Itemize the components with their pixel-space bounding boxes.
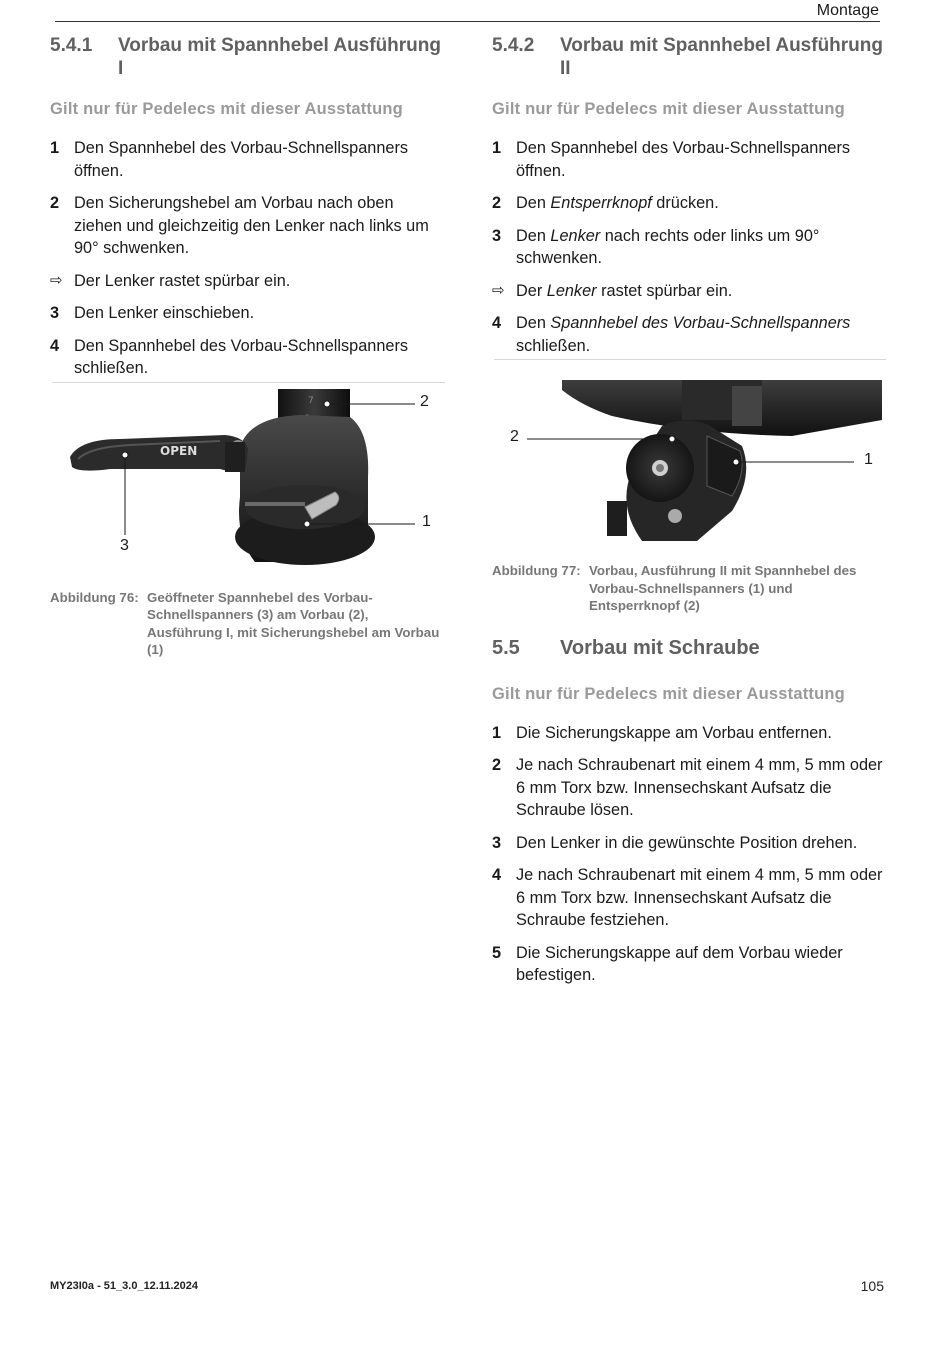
- step-item: [492, 722, 884, 745]
- svg-text:7: 7: [308, 395, 314, 406]
- callout-label: 3: [120, 536, 129, 554]
- step-item: [492, 832, 884, 855]
- step-number: 1: [492, 139, 502, 157]
- step-number: 3: [492, 226, 502, 245]
- applies-to-note: Gilt nur für Pedelecs mit dieser Ausstattung: [492, 100, 845, 118]
- step-text: Der Lenker rastet spürbar ein.: [74, 271, 291, 290]
- step-text: Je nach Schraubenart mit einem 4 mm, 5 mm oder 6 mm Torx bzw. Innensechskant Aufsatz die Schraube festziehen.: [516, 866, 883, 929]
- figure-77: [492, 376, 884, 544]
- right-column: [492, 34, 884, 997]
- section-title: Vorbau mit Schraube: [560, 636, 760, 659]
- step-number: 2: [50, 194, 60, 212]
- caption-text: Vorbau, Ausführung II mit Spannhebel des Vorbau-Schnellspanners (1) und Entsperrknopf (2): [589, 563, 857, 613]
- section-heading-5-5: [492, 637, 884, 660]
- step-list: [492, 722, 884, 987]
- section-number: 5.5: [492, 636, 520, 659]
- step-number: 4: [492, 866, 502, 884]
- section-number: 5.4.1: [50, 35, 93, 56]
- step-item: [492, 754, 884, 822]
- step-text: Je nach Schraubenart mit einem 4 mm, 5 mm oder 6 mm Torx bzw. Innensechskant Aufsatz die Schraube lösen.: [516, 756, 883, 819]
- caption-label: Abbildung 76:: [50, 589, 139, 605]
- emphasis-term: Spannhebel des Vorbau-Schnellspanners: [550, 314, 851, 332]
- section-title: Vorbau mit Spannhebel Ausführung II: [560, 35, 883, 79]
- step-number: 2: [492, 756, 502, 774]
- page-number: 105: [860, 1278, 884, 1294]
- section-heading-5-4-1: [50, 34, 445, 80]
- caption-label: Abbildung 77:: [492, 563, 581, 578]
- applies-to-note: Gilt nur für Pedelecs mit dieser Ausstattung: [50, 100, 403, 118]
- figure-caption: [50, 589, 445, 659]
- step-text: Der Lenker rastet spürbar ein.: [516, 281, 733, 300]
- callout-label: 2: [420, 392, 429, 410]
- callout-label: 1: [864, 451, 873, 468]
- step-item: [492, 137, 884, 182]
- step-text: Den Spannhebel des Vorbau-Schnellspanners öffnen.: [74, 139, 409, 180]
- emphasis-term: Lenker: [550, 226, 601, 245]
- running-header: Montage: [816, 2, 879, 19]
- result-item: [50, 270, 445, 293]
- step-item: [492, 864, 884, 932]
- result-arrow-icon: ⇨: [492, 281, 505, 299]
- step-text: Die Sicherungskappe auf dem Vorbau wieder befestigen.: [516, 943, 843, 984]
- step-text: Den Lenker in die gewünschte Position drehen.: [516, 833, 858, 852]
- figure-caption: [492, 562, 884, 615]
- step-number: 2: [492, 194, 502, 212]
- emphasis-term: Lenker: [546, 281, 597, 300]
- step-item: [492, 225, 884, 270]
- section-heading-5-4-2: [492, 34, 884, 80]
- section-number: 5.4.2: [492, 35, 535, 56]
- left-column: [50, 34, 445, 659]
- step-text: Den Spannhebel des Vorbau-Schnellspanners öffnen.: [516, 139, 851, 180]
- result-arrow-icon: ⇨: [50, 271, 63, 289]
- step-number: 3: [492, 833, 502, 852]
- stem-clamp-lever-photo: [492, 376, 884, 544]
- caption-text: Geöffneter Spannhebel des Vorbau-Schnellspanners (3) am Vorbau (2), Ausführung I, mit Sicherungshebel am Vorbau (1): [147, 589, 440, 657]
- footer-doc-id: MY23I0a - 51_3.0_12.11.2024: [50, 1280, 199, 1292]
- step-text: Den Entsperrknopf drücken.: [516, 194, 719, 212]
- step-item: [492, 312, 884, 357]
- step-item: [50, 335, 445, 380]
- header-rule: [55, 21, 880, 22]
- applies-to-note: Gilt nur für Pedelecs mit dieser Ausstattung: [492, 684, 845, 703]
- step-number: 4: [492, 314, 502, 332]
- callout-label: 2: [510, 428, 519, 445]
- step-number: 1: [50, 139, 60, 157]
- callout-label: 1: [422, 512, 431, 530]
- step-text: Den Spannhebel des Vorbau-Schnellspanners schließen.: [516, 314, 851, 355]
- step-text: Den Lenker nach rechts oder links um 90° schwenken.: [516, 226, 820, 267]
- step-text: Den Spannhebel des Vorbau-Schnellspanners schließen.: [74, 336, 409, 377]
- step-item: [50, 302, 445, 325]
- step-list: [492, 137, 884, 357]
- step-item: [50, 137, 445, 182]
- step-text: Den Sicherungshebel am Vorbau nach oben ziehen und gleichzeitig den Lenker nach links um 90° schwenken.: [74, 194, 429, 257]
- result-item: [492, 280, 884, 303]
- step-list: [50, 137, 445, 380]
- step-number: 1: [492, 723, 502, 742]
- section-divider: [494, 359, 886, 360]
- engraving-text: OPEN: [160, 443, 198, 458]
- step-text: Die Sicherungskappe am Vorbau entfernen.: [516, 723, 832, 742]
- step-number: 5: [492, 943, 502, 962]
- step-item: [492, 942, 884, 987]
- section-title: Vorbau mit Spannhebel Ausführung I: [118, 35, 441, 79]
- figure-76: [50, 387, 445, 567]
- step-text: Den Lenker einschieben.: [74, 304, 255, 322]
- step-number: 4: [50, 336, 60, 355]
- section-divider: [52, 382, 445, 383]
- stem-clamp-lever-photo: [50, 387, 445, 567]
- step-item: [50, 192, 445, 260]
- step-number: 3: [50, 304, 60, 322]
- step-item: [492, 192, 884, 215]
- emphasis-term: Entsperrknopf: [550, 194, 652, 212]
